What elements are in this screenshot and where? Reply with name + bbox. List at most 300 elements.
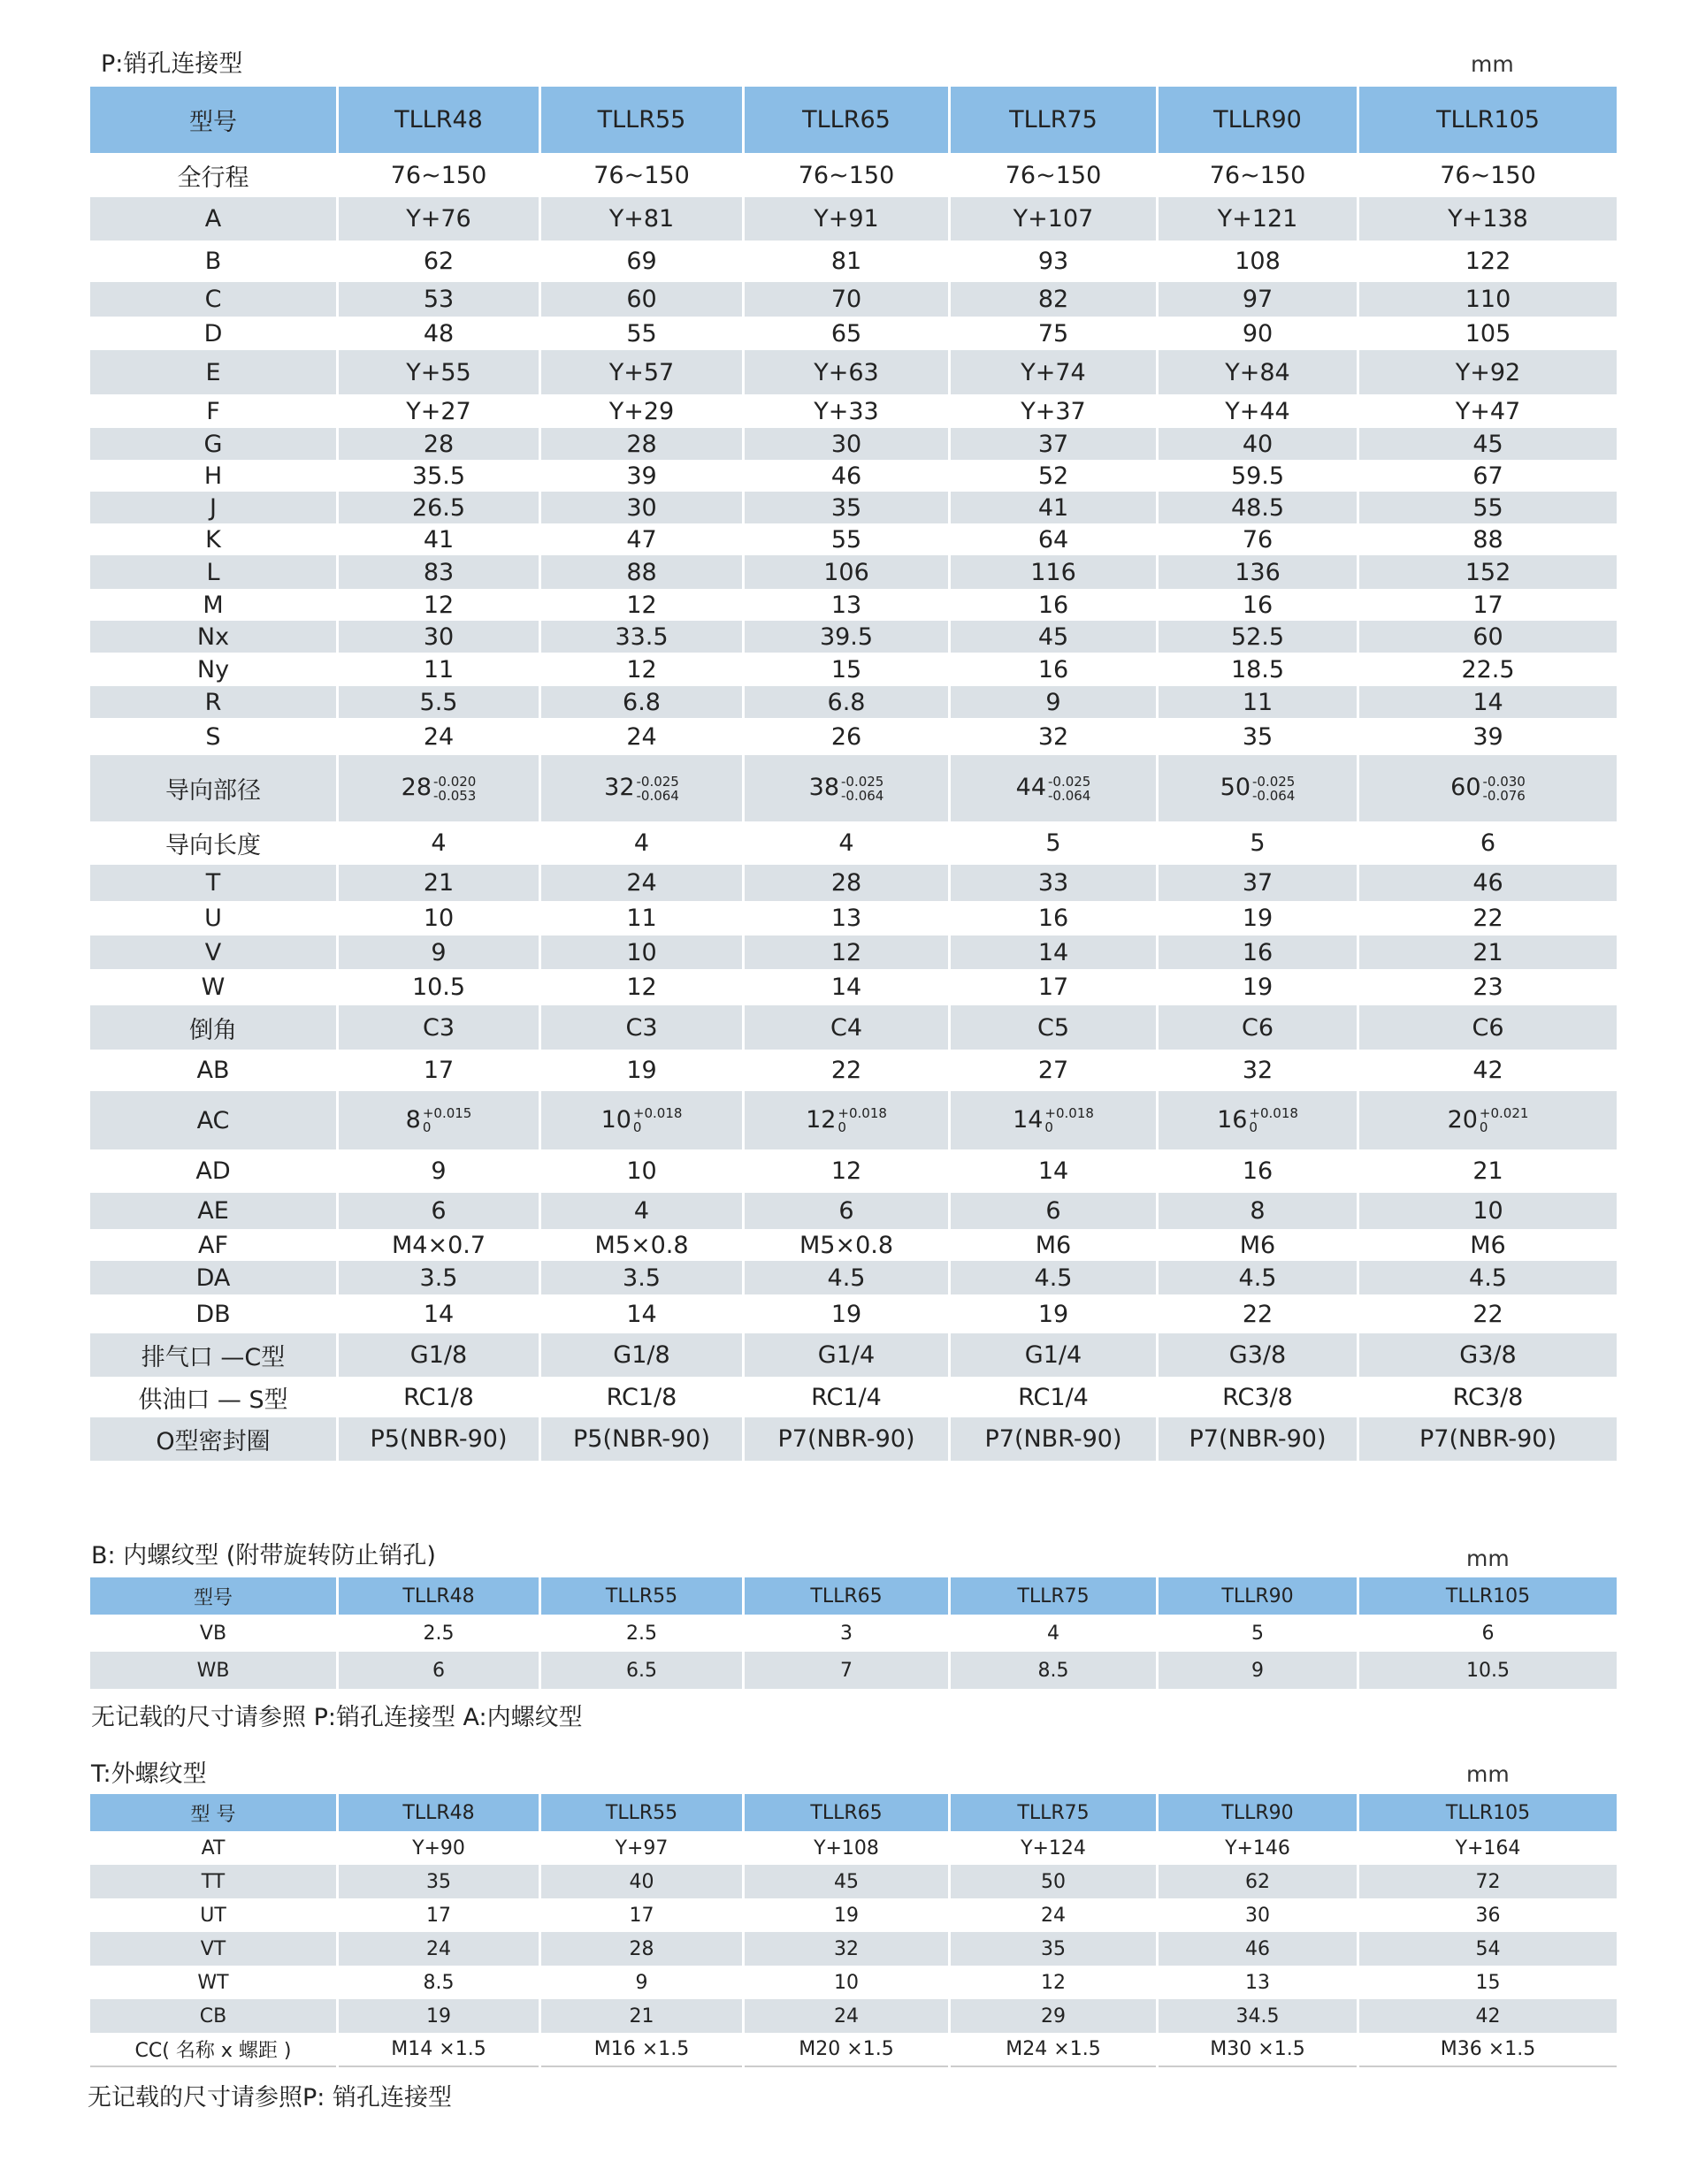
cell-value: Y+121: [1158, 197, 1358, 241]
tolerance-cell: [744, 755, 950, 821]
cell-value: 13: [1158, 1966, 1358, 1999]
nominal-value: 44: [1015, 774, 1046, 802]
cell-value: 5: [1158, 1615, 1358, 1652]
cell-value: 12: [950, 1966, 1158, 1999]
upper-deviation: +0.018: [1249, 1105, 1298, 1122]
cell-value: 6.8: [540, 686, 744, 718]
cell-value: P7(NBR-90): [1358, 1417, 1618, 1461]
row-label: 排气口 —C型: [89, 1333, 338, 1377]
table-row: [89, 1091, 1618, 1149]
cell-value: 6.8: [744, 686, 950, 718]
table-row: [89, 1149, 1618, 1193]
table-row: [89, 492, 1618, 523]
cell-value: 88: [1358, 523, 1618, 555]
cell-value: 62: [338, 241, 540, 282]
table-row: [89, 555, 1618, 589]
table-row: [89, 241, 1618, 282]
cell-value: 64: [950, 523, 1158, 555]
row-label: Nx: [89, 621, 338, 653]
cell-value: 46: [1358, 865, 1618, 901]
header-model-tllr65: TLLR65: [744, 1794, 950, 1831]
cell-value: C5: [950, 1005, 1158, 1050]
header-model-label: 型号: [89, 1577, 338, 1615]
cell-value: 69: [540, 241, 744, 282]
cell-value: 19: [744, 1898, 950, 1932]
header-row: [89, 1794, 1618, 1831]
cell-value: 46: [1158, 1932, 1358, 1966]
tolerance-cell: [744, 1091, 950, 1149]
cell-value: Y+57: [540, 350, 744, 394]
cell-value: 19: [950, 1294, 1158, 1333]
cell-value: G1/8: [338, 1333, 540, 1377]
header-model-tllr105: TLLR105: [1358, 1794, 1618, 1831]
lower-deviation: 0: [838, 1119, 846, 1136]
cell-value: 4: [540, 1193, 744, 1229]
table-row: [89, 197, 1618, 241]
cell-value: M5×0.8: [744, 1229, 950, 1261]
cell-value: 22: [1358, 901, 1618, 935]
cell-value: 2.5: [540, 1615, 744, 1652]
cell-value: 110: [1358, 282, 1618, 317]
row-label: 导向部径: [89, 755, 338, 821]
lower-deviation: 0: [632, 1119, 642, 1136]
row-label: 导向长度: [89, 821, 338, 865]
cell-value: 23: [1358, 969, 1618, 1005]
header-model-tllr55: TLLR55: [540, 1794, 744, 1831]
header-model-tllr75: TLLR75: [950, 87, 1158, 153]
cell-value: M4×0.7: [338, 1229, 540, 1261]
cell-value: 16: [1158, 935, 1358, 969]
header-model-tllr55: TLLR55: [540, 87, 744, 153]
table-row: [89, 686, 1618, 718]
row-label: K: [89, 523, 338, 555]
cell-value: 39: [540, 460, 744, 492]
table-row: [89, 1865, 1618, 1898]
row-label: CB: [89, 1999, 338, 2033]
header-model-tllr65: TLLR65: [744, 87, 950, 153]
cell-value: 76~150: [950, 153, 1158, 197]
cell-value: 10: [1358, 1193, 1618, 1229]
cell-value: 12: [540, 653, 744, 686]
cell-value: G3/8: [1358, 1333, 1618, 1377]
cell-value: 90: [1158, 317, 1358, 350]
pin-section-title: P:销孔连接型: [101, 50, 243, 78]
cell-value: 62: [1158, 1865, 1358, 1898]
cell-value: 3: [744, 1615, 950, 1652]
header-model-label: 型 号: [89, 1794, 338, 1831]
cell-value: 9: [338, 935, 540, 969]
tolerance-cell: [338, 755, 540, 821]
table-row: [89, 1999, 1618, 2033]
cell-value: Y+29: [540, 394, 744, 428]
tolerance-cell: [1358, 755, 1618, 821]
cell-value: 22.5: [1358, 653, 1618, 686]
cell-value: 46: [744, 460, 950, 492]
cell-value: 83: [338, 555, 540, 589]
row-label: E: [89, 350, 338, 394]
tolerance-cell: [1358, 1091, 1618, 1149]
table-row: [89, 1333, 1618, 1377]
cell-value: RC1/4: [950, 1377, 1158, 1417]
header-model-tllr90: TLLR90: [1158, 1577, 1358, 1615]
cell-value: Y+76: [338, 197, 540, 241]
cell-value: RC1/8: [338, 1377, 540, 1417]
cell-value: 19: [1158, 969, 1358, 1005]
cell-value: 32: [744, 1932, 950, 1966]
tolerance: [1048, 775, 1090, 803]
upper-deviation: +0.018: [1044, 1105, 1094, 1122]
outer-thread-section-title: T:外螺纹型: [91, 1760, 207, 1788]
cell-value: Y+63: [744, 350, 950, 394]
cell-value: 82: [950, 282, 1158, 317]
row-label: C: [89, 282, 338, 317]
cell-value: 22: [744, 1050, 950, 1091]
outer-thread-spec-table: [88, 1794, 1619, 2067]
cell-value: 10.5: [1358, 1652, 1618, 1689]
cell-value: 8.5: [338, 1966, 540, 1999]
cell-value: M36 ×1.5: [1358, 2033, 1618, 2066]
table-row: [89, 1294, 1618, 1333]
cell-value: M5×0.8: [540, 1229, 744, 1261]
cell-value: Y+55: [338, 350, 540, 394]
upper-deviation: -0.025: [1048, 773, 1091, 790]
lower-deviation: 0: [422, 1119, 432, 1136]
cell-value: 55: [1358, 492, 1618, 523]
table-row: [89, 317, 1618, 350]
cell-value: 4.5: [744, 1261, 950, 1294]
table-row: [89, 1417, 1618, 1461]
cell-value: 36: [1358, 1898, 1618, 1932]
tolerance-cell: [540, 1091, 744, 1149]
cell-value: 21: [338, 865, 540, 901]
row-label: G: [89, 428, 338, 460]
cell-value: 72: [1358, 1865, 1618, 1898]
cell-value: 76: [1158, 523, 1358, 555]
table-row: [89, 428, 1618, 460]
table-row: [89, 460, 1618, 492]
cell-value: 17: [1358, 589, 1618, 621]
table-row: [89, 821, 1618, 865]
header-model-tllr90: TLLR90: [1158, 1794, 1358, 1831]
cell-value: 28: [540, 428, 744, 460]
header-row: [89, 87, 1618, 153]
cell-value: 55: [540, 317, 744, 350]
cell-value: 24: [338, 718, 540, 755]
table-row: [89, 350, 1618, 394]
cell-value: 35: [744, 492, 950, 523]
row-label: TT: [89, 1865, 338, 1898]
tolerance: [1252, 775, 1295, 803]
cell-value: 15: [1358, 1966, 1618, 1999]
cell-value: 4: [950, 1615, 1158, 1652]
cell-value: 32: [1158, 1050, 1358, 1091]
cell-value: 9: [1158, 1652, 1358, 1689]
header-model-tllr105: TLLR105: [1358, 1577, 1618, 1615]
nominal-value: 12: [806, 1105, 837, 1134]
row-label: AD: [89, 1149, 338, 1193]
cell-value: 24: [338, 1932, 540, 1966]
table-row: [89, 755, 1618, 821]
cell-value: G1/8: [540, 1333, 744, 1377]
tolerance: [1249, 1106, 1298, 1134]
header-row: [89, 1577, 1618, 1615]
lower-deviation: 0: [1044, 1119, 1053, 1136]
cell-value: 21: [540, 1999, 744, 2033]
pin-unit-label: mm: [1471, 51, 1514, 77]
cell-value: 4: [540, 821, 744, 865]
cell-value: 52.5: [1158, 621, 1358, 653]
cell-value: 26: [744, 718, 950, 755]
cell-value: 12: [540, 589, 744, 621]
nominal-value: 50: [1220, 774, 1251, 802]
cell-value: P5(NBR-90): [338, 1417, 540, 1461]
cell-value: 24: [540, 718, 744, 755]
cell-value: 10: [744, 1966, 950, 1999]
cell-value: 35: [950, 1932, 1158, 1966]
cell-value: 30: [338, 621, 540, 653]
cell-value: Y+164: [1358, 1831, 1618, 1865]
cell-value: 15: [744, 653, 950, 686]
cell-value: 6: [744, 1193, 950, 1229]
cell-value: 28: [338, 428, 540, 460]
upper-deviation: +0.018: [838, 1105, 887, 1122]
tolerance-cell: [540, 755, 744, 821]
table-row: [89, 1652, 1618, 1689]
cell-value: RC1/8: [540, 1377, 744, 1417]
cell-value: 24: [950, 1898, 1158, 1932]
cell-value: P7(NBR-90): [744, 1417, 950, 1461]
cell-value: 14: [950, 1149, 1158, 1193]
row-label: T: [89, 865, 338, 901]
row-label: UT: [89, 1898, 338, 1932]
inner-thread-spec-table: [88, 1577, 1619, 1689]
tolerance: [1480, 1106, 1529, 1134]
cell-value: Y+91: [744, 197, 950, 241]
cell-value: P5(NBR-90): [540, 1417, 744, 1461]
cell-value: 3.5: [540, 1261, 744, 1294]
upper-deviation: +0.018: [632, 1105, 683, 1122]
cell-value: 17: [338, 1898, 540, 1932]
cell-value: 54: [1358, 1932, 1618, 1966]
cell-value: 19: [338, 1999, 540, 2033]
cell-value: 13: [744, 589, 950, 621]
table-row: [89, 935, 1618, 969]
cell-value: 6.5: [540, 1652, 744, 1689]
cell-value: 11: [338, 653, 540, 686]
row-label: J: [89, 492, 338, 523]
inner-thread-section-title: B: 内螺纹型 (附带旋转防止销孔): [91, 1542, 436, 1569]
cell-value: 12: [338, 589, 540, 621]
cell-value: 16: [950, 589, 1158, 621]
cell-value: M6: [1158, 1229, 1358, 1261]
table-row: [89, 865, 1618, 901]
table-row: [89, 1932, 1618, 1966]
cell-value: 14: [744, 969, 950, 1005]
upper-deviation: -0.025: [636, 773, 679, 790]
cell-value: 41: [338, 523, 540, 555]
cell-value: 8: [1158, 1193, 1358, 1229]
tolerance-cell: [950, 1091, 1158, 1149]
cell-value: Y+92: [1358, 350, 1618, 394]
table-row: [89, 969, 1618, 1005]
cell-value: 47: [540, 523, 744, 555]
header-model-tllr48: TLLR48: [338, 1577, 540, 1615]
row-label: AF: [89, 1229, 338, 1261]
cell-value: 76~150: [1158, 153, 1358, 197]
upper-deviation: -0.030: [1482, 773, 1526, 790]
cell-value: 32: [950, 718, 1158, 755]
nominal-value: 10: [600, 1105, 631, 1134]
table-row: [89, 1831, 1618, 1865]
cell-value: C6: [1358, 1005, 1618, 1050]
cell-value: 39: [1358, 718, 1618, 755]
lower-deviation: -0.053: [433, 787, 477, 804]
lower-deviation: -0.064: [841, 787, 884, 804]
row-label: WT: [89, 1966, 338, 1999]
cell-value: Y+81: [540, 197, 744, 241]
cell-value: 4.5: [1158, 1261, 1358, 1294]
cell-value: 45: [950, 621, 1158, 653]
cell-value: 37: [950, 428, 1158, 460]
table-row: [89, 1966, 1618, 1999]
cell-value: 35: [338, 1865, 540, 1898]
outer-thread-note: 无记载的尺寸请参照P: 销孔连接型: [88, 2084, 452, 2111]
cell-value: C6: [1158, 1005, 1358, 1050]
row-label: L: [89, 555, 338, 589]
cell-value: 26.5: [338, 492, 540, 523]
lower-deviation: 0: [1479, 1119, 1488, 1136]
cell-value: 48: [338, 317, 540, 350]
row-label: CC( 名称 x 螺距 ): [89, 2033, 338, 2066]
cell-value: M20 ×1.5: [744, 2033, 950, 2066]
row-label: A: [89, 197, 338, 241]
cell-value: M6: [1358, 1229, 1618, 1261]
cell-value: 97: [1158, 282, 1358, 317]
cell-value: 53: [338, 282, 540, 317]
cell-value: M6: [950, 1229, 1158, 1261]
cell-value: G1/4: [950, 1333, 1158, 1377]
row-label: AB: [89, 1050, 338, 1091]
header-model-tllr90: TLLR90: [1158, 87, 1358, 153]
cell-value: 70: [744, 282, 950, 317]
cell-value: 60: [1358, 621, 1618, 653]
cell-value: Y+108: [744, 1831, 950, 1865]
tolerance: [433, 775, 476, 803]
row-label: 供油口 — S型: [89, 1377, 338, 1417]
cell-value: M30 ×1.5: [1158, 2033, 1358, 2066]
cell-value: 81: [744, 241, 950, 282]
table-row: [89, 1898, 1618, 1932]
cell-value: 9: [338, 1149, 540, 1193]
cell-value: 39.5: [744, 621, 950, 653]
nominal-value: 16: [1217, 1105, 1248, 1134]
cell-value: C3: [540, 1005, 744, 1050]
row-label: D: [89, 317, 338, 350]
tolerance-cell: [1158, 755, 1358, 821]
cell-value: C3: [338, 1005, 540, 1050]
cell-value: 17: [338, 1050, 540, 1091]
table-row: [89, 523, 1618, 555]
row-label: VT: [89, 1932, 338, 1966]
cell-value: 16: [1158, 589, 1358, 621]
cell-value: 33.5: [540, 621, 744, 653]
cell-value: 27: [950, 1050, 1158, 1091]
table-row: [89, 1377, 1618, 1417]
row-label: V: [89, 935, 338, 969]
cell-value: 6: [1358, 821, 1618, 865]
cell-value: 14: [540, 1294, 744, 1333]
table-row: [89, 1229, 1618, 1261]
row-label: R: [89, 686, 338, 718]
cell-value: 65: [744, 317, 950, 350]
cell-value: 152: [1358, 555, 1618, 589]
cell-value: 35.5: [338, 460, 540, 492]
cell-value: 19: [1158, 901, 1358, 935]
inner-unit-label: mm: [1466, 1546, 1510, 1571]
cell-value: 24: [540, 865, 744, 901]
cell-value: Y+47: [1358, 394, 1618, 428]
cell-value: 18.5: [1158, 653, 1358, 686]
table-row: [89, 718, 1618, 755]
cell-value: 19: [744, 1294, 950, 1333]
cell-value: 40: [540, 1865, 744, 1898]
cell-value: G3/8: [1158, 1333, 1358, 1377]
cell-value: 67: [1358, 460, 1618, 492]
cell-value: 22: [1158, 1294, 1358, 1333]
cell-value: 17: [540, 1898, 744, 1932]
tolerance: [637, 775, 679, 803]
cell-value: Y+37: [950, 394, 1158, 428]
table-row: [89, 1193, 1618, 1229]
cell-value: Y+146: [1158, 1831, 1358, 1865]
table-row: [89, 1261, 1618, 1294]
lower-deviation: -0.076: [1482, 787, 1526, 804]
inner-thread-note: 无记载的尺寸请参照 P:销孔连接型 A:内螺纹型: [91, 1704, 583, 1731]
cell-value: 21: [1358, 1149, 1618, 1193]
cell-value: 48.5: [1158, 492, 1358, 523]
cell-value: 75: [950, 317, 1158, 350]
cell-value: P7(NBR-90): [1158, 1417, 1358, 1461]
row-label: S: [89, 718, 338, 755]
tolerance-cell: [1158, 1091, 1358, 1149]
cell-value: 10.5: [338, 969, 540, 1005]
cell-value: 12: [540, 969, 744, 1005]
upper-deviation: +0.015: [422, 1105, 472, 1122]
cell-value: 6: [950, 1193, 1158, 1229]
cell-value: 108: [1158, 241, 1358, 282]
header-model-tllr65: TLLR65: [744, 1577, 950, 1615]
upper-deviation: -0.025: [841, 773, 884, 790]
cell-value: 5.5: [338, 686, 540, 718]
table-row: [89, 653, 1618, 686]
cell-value: 12: [744, 935, 950, 969]
cell-value: Y+44: [1158, 394, 1358, 428]
table-row: [89, 1615, 1618, 1652]
tolerance-cell: [950, 755, 1158, 821]
cell-value: 16: [950, 653, 1158, 686]
nominal-value: 32: [604, 774, 635, 802]
nominal-value: 38: [808, 774, 839, 802]
tolerance: [1044, 1106, 1094, 1134]
cell-value: 11: [1158, 686, 1358, 718]
tolerance: [1483, 775, 1526, 803]
cell-value: M14 ×1.5: [338, 2033, 540, 2066]
row-label: M: [89, 589, 338, 621]
cell-value: Y+138: [1358, 197, 1618, 241]
cell-value: 21: [1358, 935, 1618, 969]
tolerance: [633, 1106, 683, 1134]
cell-value: 116: [950, 555, 1158, 589]
